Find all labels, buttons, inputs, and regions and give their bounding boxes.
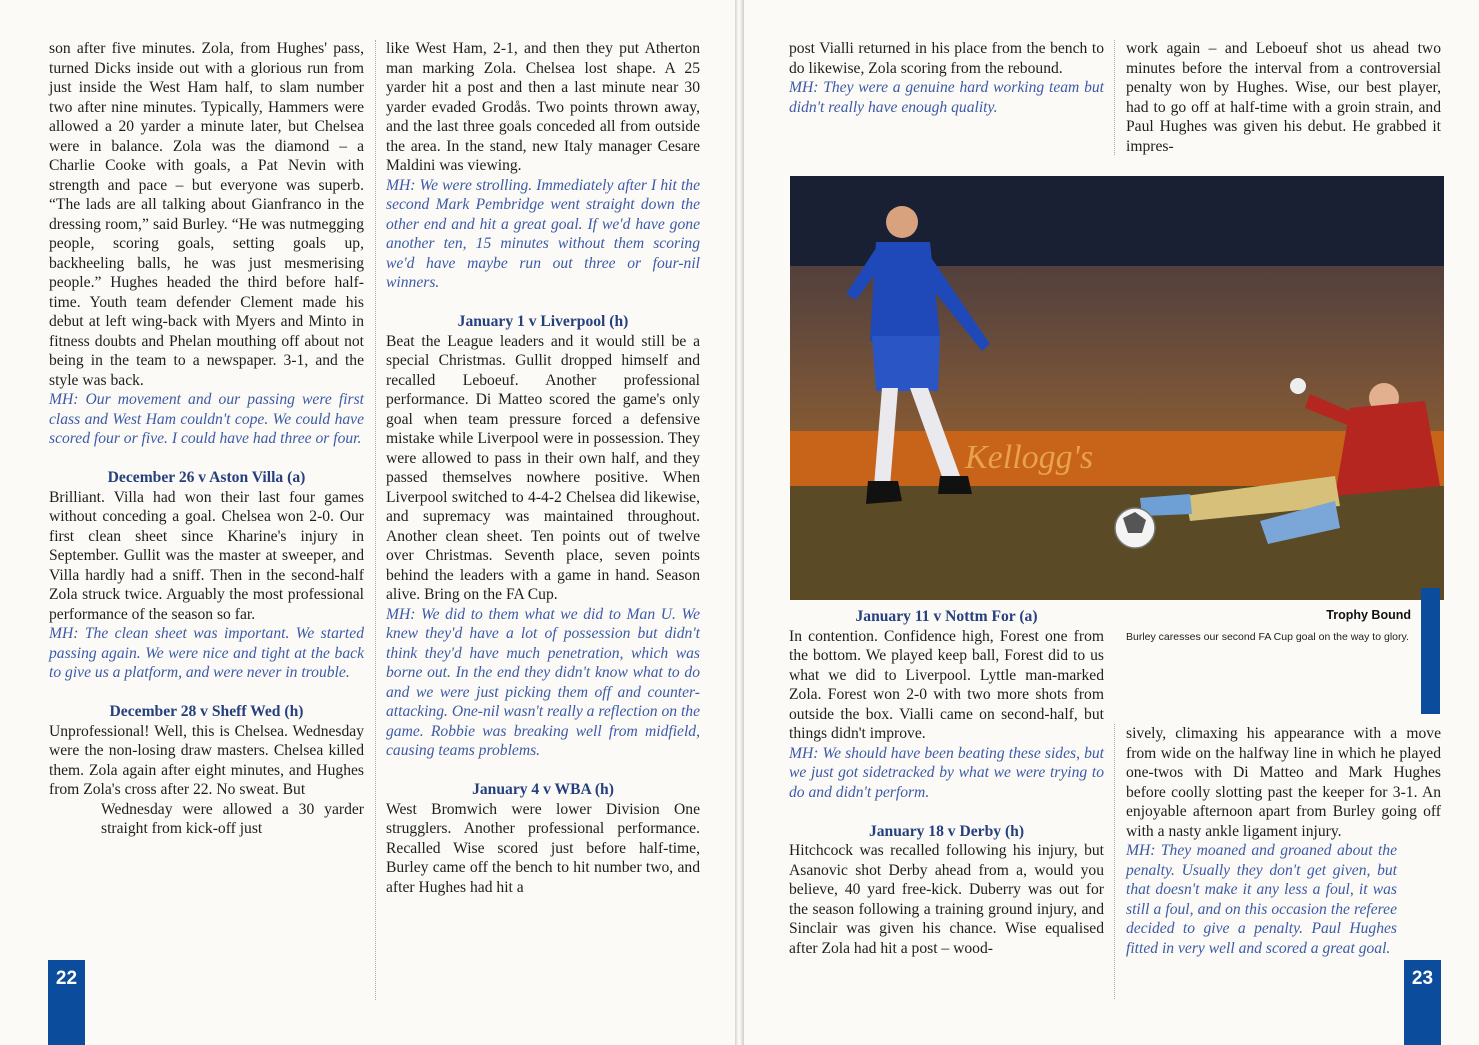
left-column-2 <box>386 39 700 897</box>
match-heading: January 18 v Derby (h) <box>868 822 1025 840</box>
paragraph: West Bromwich were lower Division One strugglers. Another professional performance. Recalled Wise scored just before half-time, Burley came off the bench to hit number two, and after Hughes had hit a <box>386 800 700 896</box>
paragraph: work again – and Leboeuf shot us ahead two minutes before the interval from a controversial penalty won by Hughes. Wise, our best player, had to go off at half-time with a groin strain, and Paul Hughes was given his debut. He grabbed it impres- <box>1126 40 1441 155</box>
paragraph: Beat the League leaders and it would still be a special Christmas. Gullit dropped himself and recalled Leboeuf. Another professional performance. Di Matteo scored the game's only goal when team pressure forced a defensive mistake while Liverpool were in possession. They were allowed to pass in their own half, and they passed themselves nowhere positive. When Liverpool switched to 4-4-2 Chelsea did likewise, and supremacy was maintained throughout. Another clean sheet. Ten points out of twelve over Christmas. Seventh place, seven points behind the leaders with a game in hand. Season alive. Bring on the FA Cup. <box>386 332 700 603</box>
photo-caption-title: Trophy Bound <box>1326 608 1411 622</box>
photo-illustration <box>790 176 1444 600</box>
match-heading: January 4 v WBA (h) <box>472 781 614 798</box>
paragraph: Hitchcock was recalled following his injury, but Asanovic shot Derby ahead from a, would you believe, 40 yard free-kick. Duberry was out for the season following a training ground injury, and Sinclair was given his chance. Wise equalised after Zola had hit a post – wood- <box>789 842 1104 957</box>
match-heading: December 26 v Aston Villa (a) <box>107 469 306 486</box>
book-gutter <box>735 0 744 1045</box>
match-photo <box>790 176 1444 600</box>
football <box>1115 508 1155 548</box>
right-column-1-bottom <box>789 607 1104 958</box>
column-divider <box>1114 724 1115 999</box>
paragraph: son after five minutes. Zola, from Hughes' pass, turned Dicks inside out with a glorious run from just inside the West Ham half, to slam number two after nine minutes. Typically, Hammers were allowed a 20 yarder a minute later, but Chelsea were in balance. Zola was the diamond – a Charlie Cooke with goals, a Pat Nevin with strength and pace – but everyone was superb. “The lads are all talking about Gianfranco in the dressing room,” said Burley. “He was nutmegging people, scoring goals, setting goals up, backheeling balls, he was just mesmerising people.” Hughes headed the third before half-time. Youth team defender Clement made his debut at left wing-back with Myers and Minto in fitness doubts and Phelan mouthing off about not being in the team to a newspaper. 3-1, and the style was back. <box>49 40 364 389</box>
left-page <box>0 0 735 1045</box>
mh-quote: MH: We should have been beating these sides, but we just got sidetracked by what we were trying to do and didn't perform. <box>789 744 1104 801</box>
right-column-2-top <box>1126 39 1441 156</box>
column-divider <box>375 40 376 1000</box>
match-heading: December 28 v Sheff Wed (h) <box>109 703 304 720</box>
right-page <box>744 0 1479 1045</box>
paragraph: In contention. Confidence high, Forest one from the bottom. We played keep ball, Forest did to us what we did to Liverpool. Lyttle man-marked Zola. Forest won 2-0 with two more shots from outside the box. Vialli came on second-half, but things didn't improve. <box>789 627 1104 742</box>
paragraph: sively, climaxing his appearance with a move from wide on the halfway line in which he played one-twos with Di Matteo and Mark Hughes before coolly slotting past the keeper for 3-1. An enjoyable afternoon apart from Burley going off with a nasty ankle ligament injury. <box>1126 725 1441 840</box>
photo-caption-text: Burley caresses our second FA Cup goal on the way to glory. <box>1126 631 1409 643</box>
mh-quote: MH: We did to them what we did to Man U. We knew they'd have a lot of possession but didn't think they'd have much penetration, which was borne out. In the end they didn't know what to do and we were just picking them off and counter-attacking. One-nil wasn't really a reflection on the game. Robbie was breaking well from midfield, causing teams problems. <box>386 605 700 759</box>
right-column-2-bottom <box>1126 724 1441 958</box>
column-divider <box>1114 40 1115 155</box>
page-number-right: 23 <box>1404 960 1441 1045</box>
mh-quote: MH: Our movement and our passing were first class and West Ham couldn't cope. We could have scored four or five. I could have had three or four. <box>49 391 364 447</box>
left-column-1 <box>49 39 364 839</box>
mh-quote: MH: They were a genuine hard working team but didn't really have enough quality. <box>789 79 1104 116</box>
mh-quote: MH: We were strolling. Immediately after I hit the second Mark Pembridge went straight down the other end and hit a great goal. If we'd have gone another ten, 15 minutes without them scoring we'd have maybe run out three or four-nil winners. <box>386 176 700 291</box>
board-logo: Kellogg's <box>965 439 1094 476</box>
pitch <box>790 486 1444 600</box>
page-number-left: 22 <box>48 960 85 1045</box>
paragraph: post Vialli returned in his place from the bench to do likewise, Zola scoring from the rebound. <box>789 40 1104 77</box>
caption-accent-bar <box>1421 588 1440 714</box>
paragraph: Wednesday were allowed a 30 yarder straight from kick-off just <box>101 800 364 837</box>
right-column-1-top <box>789 39 1104 117</box>
paragraph: Unprofessional! Well, this is Chelsea. Wednesday were the non-losing draw masters. Chelsea killed them. Zola again after eight minutes, and Hughes from Zola's cross after 22. No sweat. But <box>49 722 364 798</box>
mh-quote: MH: They moaned and groaned about the penalty. Usually they don't get given, but that doesn't make it any less a foul, it was still a foul, and on this occasion the referee decided to give a penalty. Paul Hughes fitted in very well and scored a great goal. <box>1126 842 1397 957</box>
match-heading: January 11 v Nottm For (a) <box>855 608 1038 625</box>
paragraph: Brilliant. Villa had won their last four games without conceding a goal. Chelsea won 2-0. Our first clean sheet since Kharine's injury in September. Gullit was the master at sweeper, and Villa hardly had a sniff. Then in the second-half Zola struck twice. Arguably the most professional performance of the season so far. <box>49 488 364 623</box>
mh-quote: MH: The clean sheet was important. We started passing again. We were nice and tight at the back to give us a platform, and were never in trouble. <box>49 625 364 681</box>
match-heading: January 1 v Liverpool (h) <box>457 313 629 330</box>
paragraph: like West Ham, 2-1, and then they put Atherton man marking Zola. Chelsea lost shape. A 25 yarder hit a post and then a last minute near 30 yarder evaded Grodås. Two points thrown away, and the last three goals conceded all from outside the area. In the stand, new Italy manager Cesare Maldini was viewing. <box>386 40 700 174</box>
